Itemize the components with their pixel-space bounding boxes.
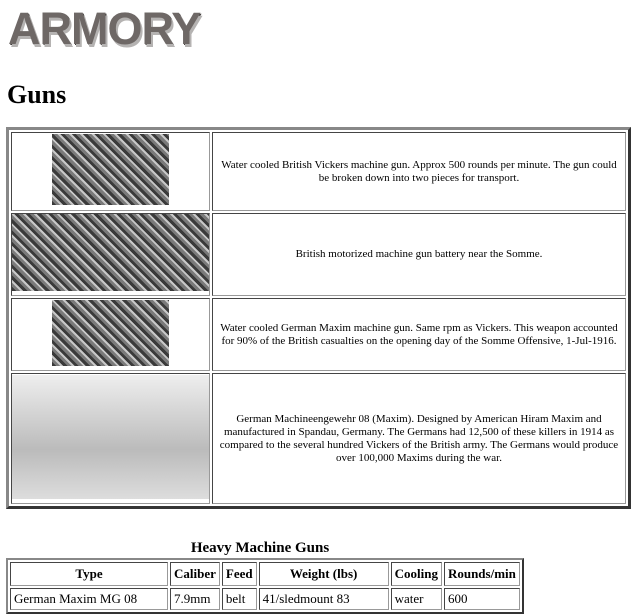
hmg-caption: Heavy Machine Guns bbox=[190, 540, 330, 556]
armory-logo: ARMORY bbox=[8, 3, 201, 54]
header-row bbox=[10, 562, 520, 586]
header-feed: Feed bbox=[222, 562, 257, 586]
table-row bbox=[10, 588, 520, 610]
header-caliber: Caliber bbox=[170, 562, 220, 586]
cell-weight: 41/sledmount 83 bbox=[259, 588, 389, 610]
cell-rounds: 600 bbox=[444, 588, 520, 610]
description-cell: Water cooled British Vickers machine gun. Approx 500 rounds per minute. The gun could be broken down into two pieces for transport. bbox=[212, 132, 626, 211]
page-title: Guns bbox=[7, 80, 67, 109]
header-cooling: Cooling bbox=[391, 562, 442, 586]
vickers-machine-gun-photo bbox=[52, 134, 169, 205]
cell-caliber: 7.9mm bbox=[170, 588, 220, 610]
heavy-machine-guns-table bbox=[6, 558, 524, 614]
description-cell: Water cooled German Maxim machine gun. Same rpm as Vickers. This weapon accounted for 90% of the British casualties on the opening day of the Somme Offensive, 1-Jul-1916. bbox=[212, 298, 626, 371]
table-row bbox=[11, 132, 626, 211]
header-weight: Weight (lbs) bbox=[259, 562, 389, 586]
description-cell: British motorized machine gun battery near the Somme. bbox=[212, 213, 626, 296]
mg08-photo bbox=[12, 375, 209, 499]
table-row bbox=[11, 213, 626, 296]
gun-gallery-table bbox=[6, 127, 631, 509]
image-cell bbox=[11, 373, 210, 504]
cell-type: German Maxim MG 08 bbox=[10, 588, 168, 610]
motorized-battery-photo bbox=[12, 214, 209, 291]
table-row bbox=[11, 373, 626, 504]
description-cell: German Machineengewehr 08 (Maxim). Designed by American Hiram Maxim and manufactured in Spandau, Germany. The Germans had 12,500 of these killers in 1914 as compared to the several hundred Vickers of the British army. The Germans would produce over 100,000 Maxims during the war. bbox=[212, 373, 626, 504]
cell-cooling: water bbox=[391, 588, 442, 610]
header-rounds: Rounds/min bbox=[444, 562, 520, 586]
image-cell bbox=[11, 132, 210, 211]
image-cell bbox=[11, 213, 210, 296]
image-cell bbox=[11, 298, 210, 371]
cell-feed: belt bbox=[222, 588, 257, 610]
maxim-machine-gun-photo bbox=[52, 300, 169, 366]
table-row bbox=[11, 298, 626, 371]
header-type: Type bbox=[10, 562, 168, 586]
